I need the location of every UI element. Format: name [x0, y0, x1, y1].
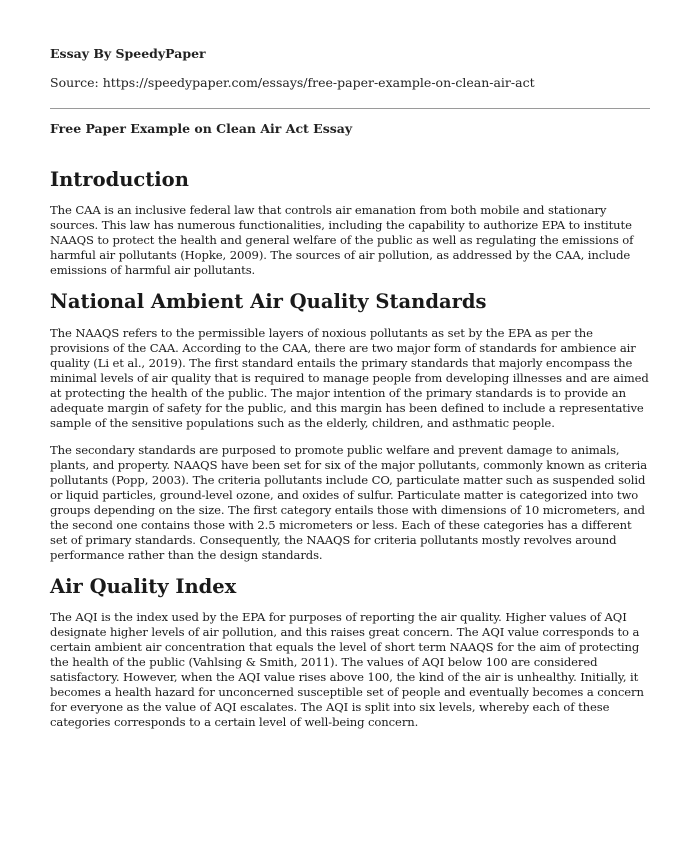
section-heading: Air Quality Index [50, 574, 237, 598]
document-title: Free Paper Example on Clean Air Act Essay [50, 121, 353, 136]
paragraph: The NAAQS refers to the permissible layers of noxious pollutants as set by the EPA as per the provisions of the CAA. According to the CAA, there are two major form of standards for ambience air quality (Li et al., 2019). The first standard entails the primary standards that majorly encompass the minimal levels of air quality that is required to manage people from developing illnesses and are aimed at protecting the health of the public. The major intention of the primary standards is to provide an adequate margin of safety for the public, and this margin has been defined to include a representative sample of the sensitive populations such as the elderly, children, and asthmatic people. [50, 325, 649, 430]
brand-label: Essay By SpeedyPaper [50, 46, 206, 61]
section-aqi [50, 575, 650, 730]
section-naaqs [50, 290, 650, 562]
paragraph: The CAA is an inclusive federal law that controls air emanation from both mobile and stationary sources. This law has numerous functionalities, including the capability to authorize EPA to institute NAAQS to protect the health and general welfare of the public as well as regulating the emissions of harmful air pollutants (Hopke, 2009). The sources of air pollution, as addressed by the CAA, include emissions of harmful air pollutants. [50, 203, 634, 278]
header-divider [50, 108, 650, 109]
source-line: Source: https://speedypaper.com/essays/free-paper-example-on-clean-air-act [50, 75, 535, 90]
essay-body [50, 168, 650, 742]
section-heading: National Ambient Air Quality Standards [50, 290, 487, 314]
section-introduction [50, 168, 650, 278]
paragraph: The AQI is the index used by the EPA for purposes of reporting the air quality. Higher values of AQI designate higher levels of air pollution, and this raises great concern. The AQI value corresponds to a certain ambient air concentration that equals the level of short term NAAQS for the aim of protecting the health of the public (Vahlsing & Smith, 2011). The values of AQI below 100 are considered satisfactory. However, when the AQI value rises above 100, the kind of the air is unhealthy. Initially, it becomes a health hazard for unconcerned susceptible set of people and eventually becomes a concern for everyone as the value of AQI escalates. The AQI is split into six levels, whereby each of these categories corresponds to a certain level of well-being concern. [50, 610, 644, 730]
paragraph: The secondary standards are purposed to promote public welfare and prevent damage to animals, plants, and property. NAAQS have been set for six of the major pollutants, commonly known as criteria pollutants (Popp, 2003). The criteria pollutants include CO, particulate matter such as suspended solid or liquid particles, ground-level ozone, and oxides of sulfur. Particulate matter is categorized into two groups depending on the size. The first category entails those with dimensions of 10 micrometers, and the second one contains those with 2.5 micrometers or less. Each of these categories has a different set of primary standards. Consequently, the NAAQS for criteria pollutants mostly revolves around performance rather than the design standards. [50, 442, 648, 562]
section-heading: Introduction [50, 168, 189, 191]
